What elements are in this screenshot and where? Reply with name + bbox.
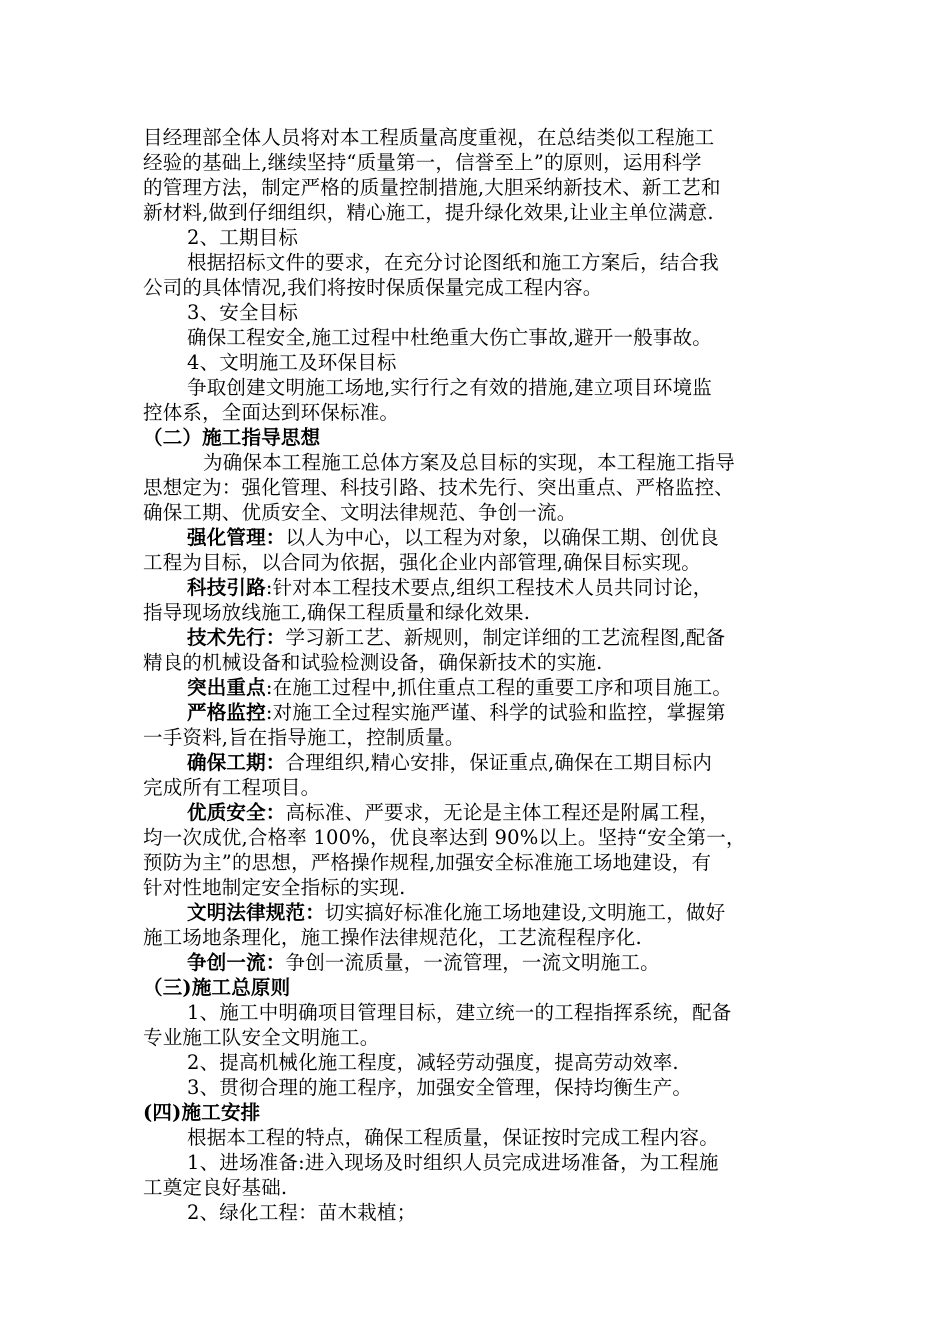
- paragraph-line: 根据招标文件的要求，在充分讨论图纸和施工方案后，结合我: [187, 251, 719, 274]
- subheading-safety-goal: 3、安全目标: [187, 301, 299, 324]
- term-text: 合理组织,精心安排，保证重点,确保在工期目标内: [285, 751, 713, 774]
- paragraph-line: 思想定为：强化管理、科技引路、技术先行、突出重点、严格监控、: [143, 476, 735, 499]
- paragraph-line: 针对性地制定安全指标的实现.: [143, 876, 406, 899]
- subheading-schedule-goal: 2、工期目标: [187, 226, 299, 249]
- paragraph-line: 均一次成优,合格率 100%，优良率达到 90%以上。坚持“安全第一，: [143, 826, 746, 849]
- paragraph-line: 一手资料,旨在指导施工，控制质量。: [143, 726, 465, 749]
- paragraph-line: 专业施工队安全文明施工。: [143, 1026, 380, 1049]
- term-label: 争创一流：: [187, 951, 286, 974]
- term-line: [187, 625, 725, 650]
- paragraph-line: 控体系，全面达到环保标准。: [143, 401, 400, 424]
- paragraph-line: 确保工期、优质安全、文明法律规范、争创一流。: [143, 501, 577, 524]
- term-text: 争创一流质量，一流管理，一流文明施工。: [285, 951, 660, 974]
- term-text: 针对本工程技术要点,组织工程技术人员共同讨论，: [272, 576, 713, 599]
- paragraph-line: 完成所有工程项目。: [143, 776, 321, 799]
- paragraph-line: 目经理部全体人员将对本工程质量高度重视，在总结类似工程施工: [143, 126, 715, 149]
- paragraph-line: 公司的具体情况,我们将按时保质保量完成工程内容。: [143, 276, 603, 299]
- term-label: 强化管理：: [187, 526, 286, 549]
- term-line: [187, 950, 660, 975]
- paragraph-line: 为确保本工程施工总体方案及总目标的实现，本工程施工指导: [203, 451, 735, 474]
- paragraph-line: 3、贯彻合理的施工程序，加强安全管理，保持均衡生产。: [187, 1076, 693, 1099]
- paragraph-line: 1、施工中明确项目管理目标，建立统一的工程指挥系统，配备: [187, 1001, 732, 1024]
- paragraph-line: 根据本工程的特点，确保工程质量，保证按时完成工程内容。: [187, 1126, 719, 1149]
- term-separator: :: [265, 576, 273, 599]
- section-heading-guiding-ideology: （二）施工指导思想: [143, 426, 321, 449]
- paragraph-line: 争取创建文明施工场地,实行行之有效的措施,建立项目环境监: [187, 376, 712, 399]
- paragraph-line: 新材料,做到仔细组织，精心施工，提升绿化效果,让业主单位满意.: [143, 201, 714, 224]
- section-heading-general-principles: （三)施工总原则: [143, 976, 291, 999]
- term-line: [187, 900, 725, 925]
- term-label: 突出重点: [187, 676, 266, 699]
- term-line: [187, 525, 719, 550]
- term-text: 在施工过程中,抓住重点工程的重要工序和项目施工。: [272, 676, 733, 699]
- term-text: 以人为中心，以工程为对象，以确保工期、创优良: [285, 526, 719, 549]
- paragraph-line: 确保工程安全,施工过程中杜绝重大伤亡事故,避开一般事故。: [187, 326, 712, 349]
- paragraph-line: 经验的基础上,继续坚持“质量第一，信誉至上”的原则，运用科学: [143, 151, 702, 174]
- paragraph-line: 精良的机械设备和试验检测设备，确保新技术的实施.: [143, 651, 603, 674]
- term-text: 高标准、严要求，无论是主体工程还是附属工程，: [285, 801, 719, 824]
- term-line: [187, 750, 712, 775]
- term-label: 文明法律规范：: [187, 901, 325, 924]
- term-text: 对施工全过程实施严谨、科学的试验和监控，掌握第: [272, 701, 726, 724]
- paragraph-line: 工奠定良好基础.: [143, 1176, 288, 1199]
- term-text: 学习新工艺、新规则，制定详细的工艺流程图,配备: [285, 626, 726, 649]
- term-separator: :: [265, 676, 273, 699]
- term-label: 技术先行：: [187, 626, 286, 649]
- term-label: 严格监控: [187, 701, 266, 724]
- paragraph-line: 2、绿化工程：苗木栽植；: [187, 1201, 417, 1224]
- term-line: [187, 700, 726, 725]
- paragraph-line: 2、提高机械化施工程度，减轻劳动强度，提高劳动效率.: [187, 1051, 679, 1074]
- paragraph-line: 施工场地条理化，施工操作法律规范化，工艺流程程序化.: [143, 926, 642, 949]
- paragraph-line: 预防为主”的思想，严格操作规程,加强安全标准施工场地建设，有: [143, 851, 712, 874]
- term-line: [187, 800, 719, 825]
- term-label: 优质安全：: [187, 801, 286, 824]
- term-line: [187, 575, 712, 600]
- subheading-civilized-construction-goal: 4、文明施工及环保目标: [187, 351, 397, 374]
- paragraph-line: 1、进场准备:进入现场及时组织人员完成进场准备，为工程施: [187, 1151, 719, 1174]
- paragraph-line: 指导现场放线施工,确保工程质量和绿化效果.: [143, 601, 531, 624]
- term-line: [187, 675, 732, 700]
- term-label: 科技引路: [187, 576, 266, 599]
- term-separator: :: [265, 701, 273, 724]
- term-label: 确保工期：: [187, 751, 286, 774]
- term-text: 切实搞好标准化施工场地建设,文明施工，做好: [324, 901, 726, 924]
- section-heading-construction-arrangement: (四)施工安排: [143, 1101, 261, 1124]
- paragraph-line: 的管理方法，制定严格的质量控制措施,大胆采纳新技术、新工艺和: [143, 176, 721, 199]
- paragraph-line: 工程为目标，以合同为依据，强化企业内部管理,确保目标实现。: [143, 551, 701, 574]
